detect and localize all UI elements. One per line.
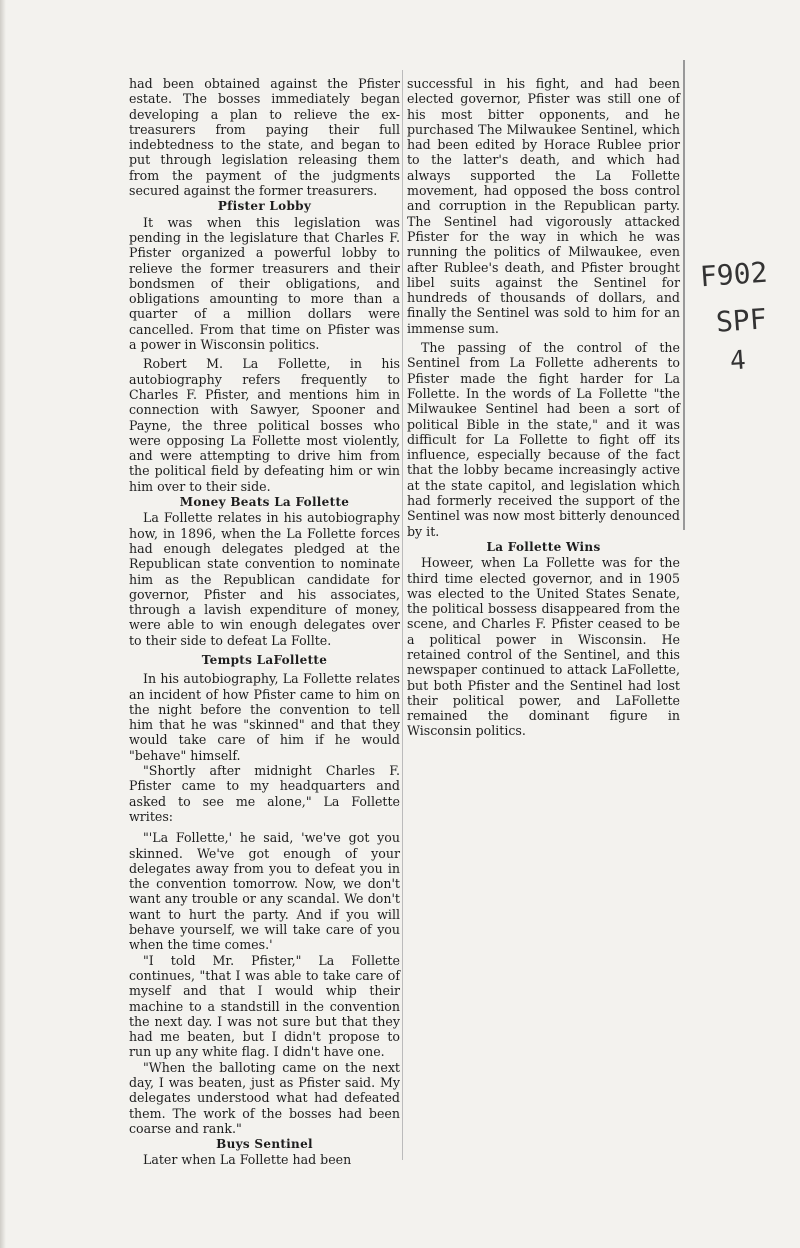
subheading: La Follette Wins	[486, 539, 601, 554]
subheading: Tempts LaFollette	[201, 652, 328, 667]
column-divider	[402, 70, 403, 1160]
handwritten-note: 4	[728, 345, 747, 377]
subheading: Money Beats La Follette	[179, 495, 350, 510]
scan-edge	[0, 0, 6, 1248]
paragraph: Howeer, when La Follette was for the third time elected governor, and in 1905 was elected to the United States Senate, the political bossess disappeared from the scene, and Charles F. Pfister ceased to be a political power in Wisconsin. He retained control of the Sentinel, and this newspaper continued to attack LaFollette, but both Pfister and the Sentinel had lost their political power, and LaFollette remained the dominant figure in Wisconsin politics.	[407, 555, 680, 739]
paragraph: "Shortly after midnight Charles F. Pfister came to my headquarters and asked to see me alone," La Follette writes:	[129, 763, 400, 824]
paragraph: "I told Mr. Pfister," La Follette continues, "that I was able to take care of myself and that I would whip their machine to a standstill in the convention the next day. I was not sure but that they had me beaten, but I didn't propose to run up any white flag. I didn't have one.	[129, 952, 400, 1060]
handwritten-note: F902	[698, 255, 769, 294]
paragraph: "When the balloting came on the next day, I was beaten, just as Pfister said. My delegates understood what had defeated them. The work of the bosses had been coarse and rank."	[129, 1059, 400, 1136]
clipping-edge-line	[683, 60, 685, 530]
article-right-column	[407, 76, 680, 739]
article-left-column	[129, 76, 400, 1168]
subheading: Pfister Lobby	[217, 199, 312, 214]
handwritten-note: SPF	[714, 302, 768, 339]
paragraph: Later when La Follette had been	[143, 1152, 352, 1168]
paragraph: It was when this legislation was pending in the legislature that Charles F. Pfister organized a powerful lobby to relieve the former treasurers and their bondsmen of their obligations, and obligations amounting to more than a quarter of a million dollars were cancelled. From that time on Pfister was a power in Wisconsin politics.	[129, 214, 400, 353]
paragraph: The passing of the control of the Sentinel from La Follette adherents to Pfister made the fight harder for La Follette. In the words of La Follette "the Milwaukee Sentinel had been a sort of political Bible in the state," and it was difficult for La Follette to fight off its influence, especially because of the fact that the lobby became increasingly active at the state capitol, and legislation which had formerly received the support of the Sentinel was now most bitterly denounced by it.	[407, 340, 680, 539]
paragraph: successful in his fight, and had been elected governor, Pfister was still one of his most bitter opponents, and he purchased The Milwaukee Sentinel, which had been edited by Horace Rublee prior to the latter's death, and which had always supported the La Follette movement, had opposed the boss control and corruption in the Republican party. The Sentinel had vigorously attacked Pfister for the way in which he was running the politics of Milwaukee, even after Rublee's death, and Pfister brought libel suits against the Sentinel for hundreds of thousands of dollars, and finally the Sentinel was sold to him for an immense sum.	[407, 76, 680, 336]
quote-paragraph: "'La Follette,' he said, 'we've got you skinned. We've got enough of your delegates away from you to defeat you in the convention tomorrow. Now, we don't want any trouble or any scandal. We don't want to hurt the party. And if you will behave yourself, we will take care of you when the time comes.'	[129, 830, 400, 953]
subheading: Buys Sentinel	[216, 1137, 313, 1152]
paragraph: had been obtained against the Pfister estate. The bosses immediately began developing a plan to relieve the ex-treasurers from paying their full indebtedness to the state, and began to put through legislation releasing them from the payment of the judgments secured against the former treasurers.	[129, 76, 400, 199]
paragraph: In his autobiography, La Follette relates an incident of how Pfister came to him on the night before the convention to tell him that he was "skinned" and that they would take care of him if he would "behave" himself.	[129, 671, 400, 763]
paragraph: La Follette relates in his autobiography how, in 1896, when the La Follette forces had enough delegates pledged at the Republican state convention to nominate him as the Republican candidate for governor, Pfister and his associates, through a lavish expenditure of money, were able to win enough delegates over to their side to defeat La Follte.	[129, 510, 400, 648]
paragraph: Robert M. La Follette, in his autobiography refers frequently to Charles F. Pfister, and mentions him in connection with Sawyer, Spooner and Payne, the three political bosses who were opposing La Follette most violently, and were attempting to drive him from the political field by defeating him or win him over to their side.	[129, 356, 400, 494]
